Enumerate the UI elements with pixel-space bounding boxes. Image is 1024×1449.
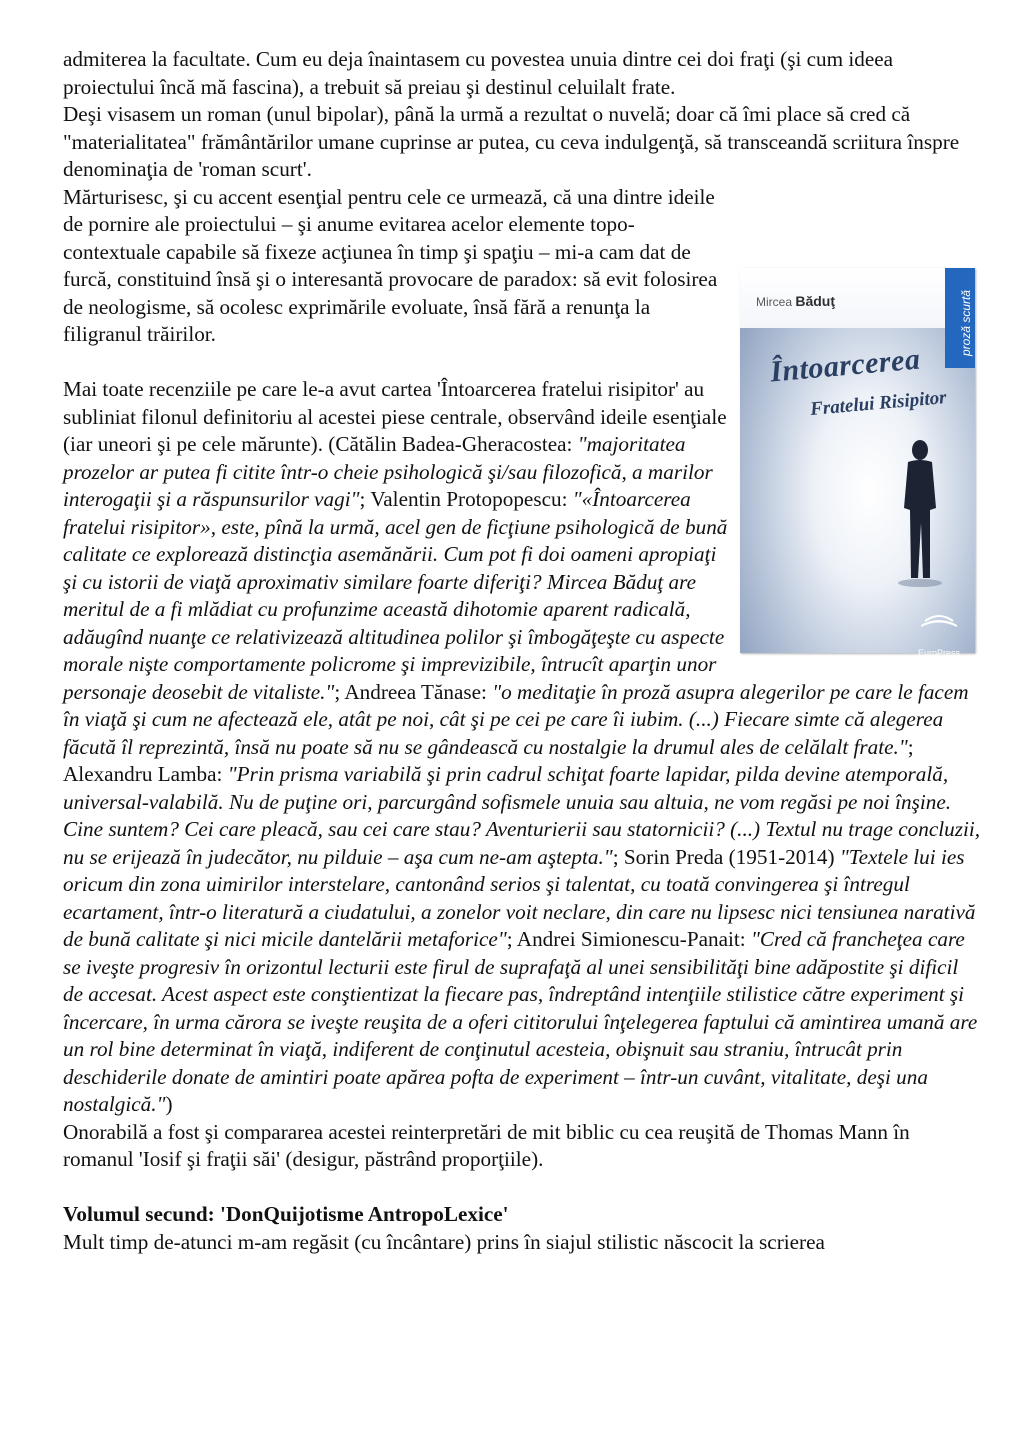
paragraph-intro: admiterea la facultate. Cum eu deja înaintasem cu povestea unuia dintre cei doi fraţi (şi cum ideea proiectului încă mă fascina), a trebuit să preiau şi destinul celuilalt frate. xyxy=(63,47,894,99)
book-logo-icon xyxy=(917,609,961,629)
publisher-logo xyxy=(911,609,967,658)
paragraph-paradox: Mărturisesc, şi cu accent esenţial pentru cele ce urmează, că una dintre ideile de pornire ale proiectului – şi anume evitarea acelor elemente topo-contextuale capabile să fixeze acţiunea în timp şi spaţiu – mi-a cam dat de furcă, constituind însă şi o interesantă provocare de paradox: să evit folosirea de neologisme, să ocolesc exprimările evoluate, însă fără a renunţa la filigranul trăirilor. xyxy=(63,184,718,346)
reviewer-simionescu: ; Andrei Simionescu-Panait: xyxy=(506,927,751,951)
paragraph-second-volume: Mult timp de-atunci m-am regăsit (cu încântare) prins în siajul stilistic născocit la scrierea xyxy=(63,1229,825,1254)
document-page xyxy=(63,46,981,1256)
cover-title-line2: Fratelui Risipitor xyxy=(809,386,948,420)
reviews-intro: Mai toate recenziile pe care le-a avut cartea 'Întoarcerea fratelui risipitor' au subliniat filonul definitoriu al acestei piese centrale, observând ideile esenţiale (iar uneori şi pe cele mărunte). (Cătălin Badea-Gheracostea: xyxy=(63,377,727,456)
cover-author xyxy=(756,288,835,317)
paragraph-thomas-mann: Onorabilă a fost şi compararea acestei reinterpretări de mit biblic cu cea reuşită de Thomas Mann în romanul 'Iosif şi fraţii săi' (desigur, păstrând proporţiile). xyxy=(63,1119,910,1171)
paragraph-novel: Deşi visasem un roman (unul bipolar), până la urmă a rezultat o nuvelă; doar că îmi place să cred că "materialitatea" frământărilor umane cuprinse ar putea, cu ceva indulgenţă, să transceandă scriitura înspre denominaţia de 'roman scurt'. xyxy=(63,102,960,181)
review-quote-preda: "Textele lui ies oricum din zona uimirilor interstelare, cantonând serios şi talentat, cu toată convingerea şi întregul ecartament, într-o literatură a ciudatului, a zonelor voit neclare, din care nu lipsesc nici tensiunea narativă de bună calitate şi nici micile dantelării metaforice" xyxy=(63,844,976,951)
book-cover-image xyxy=(740,268,975,658)
publisher-name: EuroPress xyxy=(917,648,961,658)
reviewer-lamba: ; Alexandru Lamba: xyxy=(63,734,914,786)
cover-author-first: Mircea xyxy=(756,294,793,309)
review-quote-badea: "majoritatea prozelor ar putea fi citite într-o cheie psihologică şi/sau filozofică, a marilor interogaţii şi a răspunsurilor vagi" xyxy=(63,432,713,511)
cover-title-line1: Întoarcerea xyxy=(768,342,922,388)
standing-man-silhouette xyxy=(890,438,950,588)
review-quote-simionescu: "Cred că francheţea care se iveşte progresiv în orizontul lecturii este firul de suprafaţă al unei sensibilităţi bine adăpostite şi dificil de accesat. Acest aspect este conştientizat la fiecare pas, îndreptând intenţiile stilistice către experiment şi încercare, în urma cărora se iveşte reuşita de a oferi cititorului înţelegerea faptului că amintirea umană are un rol bine determinat în viaţă, indiferent de conţinutul acesteia, obişnuit sau straniu, întrucât prin deschiderile donate de amintiri poate apărea pofta de experiment – într-un cuvânt, vitalitate, deşi una nostalgică." xyxy=(63,927,978,1116)
cover-series-ribbon xyxy=(945,268,975,368)
section-heading: Volumul secund: 'DonQuijotisme AntropoLexice' xyxy=(63,1202,509,1226)
reviewer-preda: ; Sorin Preda (1951-2014) xyxy=(612,844,840,869)
review-quote-tanase: "o meditaţie în proză asupra alegerilor pe care le facem în viaţă şi cum ne afectează ele, atât pe noi, cât şi pe cei pe care îi iubim. (...) Fiecare simte că alegerea făcută îl reprezintă, însă nu poate să nu se gândească cu nostalgie la drumul ales de celălalt frate." xyxy=(63,679,969,759)
cover-author-last: Băduţ xyxy=(795,292,836,309)
reviews-close: ) xyxy=(165,1092,173,1116)
review-quote-lamba: "Prin prisma variabilă şi prin cadrul schiţat foarte lapidar, pilda devine atemporală, universal-valabilă. Nu de puţine ori, parcurgând sofismele unuia sau altuia, ne vom regăsi pe noi înşine. Cine suntem? Cei care pleacă, sau cei care stau? Aventurierii sau statornicii? (...) Textul nu trage concluzii, nu se erijează în judecător, nu pilduie – aşa cum ne-am aştepta." xyxy=(63,762,981,869)
reviewer-protopopescu: ; Valentin Protopopescu: xyxy=(359,487,573,511)
reviewer-tanase: ; Andreea Tănase: xyxy=(334,679,493,704)
cover-series-label: proză scurtă xyxy=(959,289,973,356)
review-quote-protopopescu: "«Întoarcerea fratelui risipitor», este, pînă la urmă, acel gen de ficţiune psihologică de bună calitate ce explorează distincţia asemănării. Cum pot fi doi oameni apropiaţi şi cu istorii de viaţă aproximativ similare foarte diferiţi? Mircea Băduţ are meritul de a fi mlădiat cu profunzime această dihotomie aparent radicală, adăugînd nuanţe ce relativizează altitudinea polilor şi îmbogăţeşte cu aspecte morale nişte comportamente policrome şi imprevizibile, întrucît aparţin unor personaje deosebit de vitaliste." xyxy=(63,487,728,704)
paragraph-gap xyxy=(63,1174,981,1202)
